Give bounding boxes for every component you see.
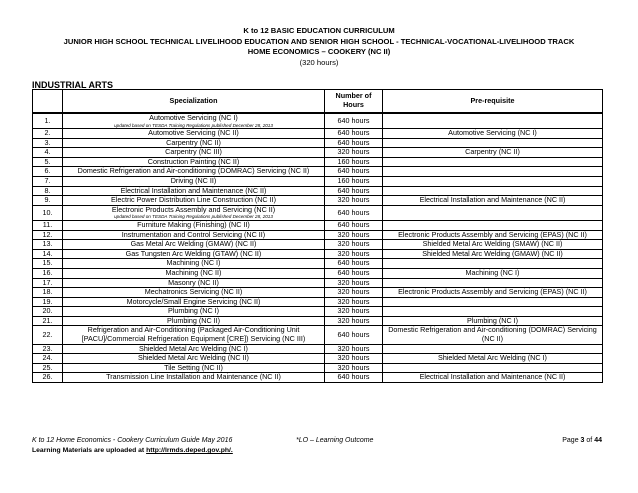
specialization-cell: [63, 148, 325, 158]
specialization-name: Electric Power Distribution Line Construction (NC II): [111, 195, 276, 205]
specialization-cell: [63, 316, 325, 326]
header-line-1: K to 12 BASIC EDUCATION CURRICULUM: [243, 26, 395, 35]
specialization-name: Carpentry (NC III): [165, 147, 222, 157]
hours-cell: 640 hours: [325, 220, 383, 230]
document-header: [0, 26, 638, 68]
prerequisite-cell: [383, 157, 603, 167]
hours-cell: 320 hours: [325, 344, 383, 354]
specialization-cell: [63, 177, 325, 187]
table-row: [33, 167, 603, 177]
prerequisite-cell: [383, 363, 603, 373]
hours-cell: 320 hours: [325, 249, 383, 259]
table-row: [33, 205, 603, 220]
specialization-cell: [63, 307, 325, 317]
specialization-name: Electronic Products Assembly and Servicing (NC II): [111, 205, 276, 214]
specialization-name: Construction Painting (NC II): [147, 157, 240, 166]
section-title: INDUSTRIAL ARTS: [32, 80, 113, 90]
specialization-name: Electrical Installation and Maintenance (NC II): [120, 186, 267, 195]
column-header-number: [33, 90, 63, 114]
specialization-cell: [63, 326, 325, 344]
specialization-cell: [63, 240, 325, 250]
hours-cell: 320 hours: [325, 297, 383, 307]
specialization-cell: [63, 259, 325, 269]
row-number: 23.: [33, 344, 63, 354]
table-row: [33, 157, 603, 167]
row-number: 17.: [33, 278, 63, 288]
specialization-name: Tile Setting (NC II): [164, 363, 223, 372]
header-hours: (320 hours): [299, 57, 339, 67]
specialization-name: Shielded Metal Arc Welding (NC I): [139, 344, 248, 353]
specialization-cell: [63, 288, 325, 298]
prerequisite-cell: Electronic Products Assembly and Servicing (EPAS) (NC II): [383, 288, 603, 298]
table-row: [33, 373, 603, 383]
specialization-name: Carpentry (NC II): [166, 138, 221, 147]
row-number: 4.: [33, 148, 63, 158]
row-number: 15.: [33, 259, 63, 269]
prerequisite-cell: Shielded Metal Arc Welding (GMAW) (NC II): [383, 249, 603, 259]
specialization-name: Motorcycle/Small Engine Servicing (NC II): [126, 297, 261, 306]
specialization-cell: [63, 205, 325, 220]
row-number: 14.: [33, 249, 63, 259]
specialization-cell: [63, 268, 325, 278]
prerequisite-cell: [383, 205, 603, 220]
row-number: 2.: [33, 129, 63, 139]
row-number: 3.: [33, 138, 63, 148]
table-row: [33, 186, 603, 196]
hours-cell: 320 hours: [325, 354, 383, 364]
specialization-name: Plumbing (NC II): [166, 316, 221, 325]
specialization-cell: [63, 220, 325, 230]
table-row: [33, 177, 603, 187]
specialization-cell: [63, 186, 325, 196]
prerequisite-cell: [383, 278, 603, 288]
prerequisite-cell: [383, 344, 603, 354]
specialization-cell: [63, 138, 325, 148]
column-header-prerequisite: Pre-requisite: [383, 90, 603, 114]
prerequisite-cell: [383, 138, 603, 148]
hours-cell: 640 hours: [325, 205, 383, 220]
row-number: 6.: [33, 167, 63, 177]
table-row: [33, 316, 603, 326]
specialization-cell: [63, 157, 325, 167]
prerequisite-cell: [383, 297, 603, 307]
row-number: 7.: [33, 177, 63, 187]
specialization-name: Automotive Servicing (NC I): [149, 113, 238, 122]
specialization-cell: [63, 249, 325, 259]
hours-cell: 640 hours: [325, 268, 383, 278]
prerequisite-cell: Plumbing (NC I): [383, 316, 603, 326]
hours-cell: 320 hours: [325, 196, 383, 206]
row-number: 11.: [33, 220, 63, 230]
specialization-name: Driving (NC II): [170, 176, 217, 186]
table-row: [33, 297, 603, 307]
prerequisite-cell: [383, 113, 603, 129]
table-row: [33, 307, 603, 317]
header-line-2: JUNIOR HIGH SCHOOL TECHNICAL LIVELIHOOD EDUCATION AND SENIOR HIGH SCHOOL - TECHNICAL-VOCATIONAL-LIVELIHOOD TRACK: [63, 36, 575, 46]
prerequisite-cell: Automotive Servicing (NC I): [383, 129, 603, 139]
specialization-name: Masonry (NC II): [168, 278, 219, 287]
prerequisite-cell: Shielded Metal Arc Welding (SMAW) (NC II): [383, 240, 603, 250]
hours-cell: 640 hours: [325, 129, 383, 139]
specialization-name: Gas Tungsten Arc Welding (GTAW) (NC II): [125, 249, 262, 258]
hours-cell: 640 hours: [325, 186, 383, 196]
row-number: 1.: [33, 113, 63, 129]
specialization-note: updated based on TESDA Training Regulations published December 28, 2013: [114, 214, 273, 220]
hours-cell: 320 hours: [325, 148, 383, 158]
specialization-name: Transmission Line Installation and Maintenance (NC II): [106, 372, 281, 382]
row-number: 13.: [33, 240, 63, 250]
table-row: [33, 344, 603, 354]
hours-cell: 320 hours: [325, 316, 383, 326]
prerequisite-cell: [383, 167, 603, 177]
specialization-note: updated based on TESDA Training Regulations published December 28, 2013: [114, 122, 273, 128]
row-number: 19.: [33, 297, 63, 307]
footer-lo-note: *LO – Learning Outcome: [296, 437, 374, 444]
hours-cell: 640 hours: [325, 113, 383, 129]
prerequisite-cell: Machining (NC I): [383, 268, 603, 278]
specialization-name: Machining (NC I): [166, 258, 221, 268]
prerequisite-cell: Domestic Refrigeration and Air-conditioning (DOMRAC) Servicing (NC II): [383, 326, 603, 344]
table-row: [33, 196, 603, 206]
specialization-name: Plumbing (NC I): [167, 306, 220, 316]
hours-cell: 320 hours: [325, 307, 383, 317]
specialization-name: Machining (NC II): [165, 268, 222, 277]
hours-cell: 320 hours: [325, 363, 383, 373]
specialization-cell: [63, 113, 325, 129]
row-number: 9.: [33, 196, 63, 206]
hours-cell: 160 hours: [325, 177, 383, 187]
table-row: [33, 354, 603, 364]
specialization-name: Mechatronics Servicing (NC II): [144, 287, 243, 297]
specialization-cell: [63, 129, 325, 139]
header-line-3: HOME ECONOMICS – COOKERY (NC II): [247, 47, 391, 56]
prerequisite-cell: Electronic Products Assembly and Servicing (EPAS) (NC II): [383, 230, 603, 240]
prerequisite-cell: Electrical Installation and Maintenance (NC II): [383, 373, 603, 383]
table-row: [33, 326, 603, 344]
specialization-name: Refrigeration and Air-Conditioning (Packaged Air-Conditioning Unit [PACU]/Commercial Refrigeration Equipment [CRE]) Servicing (NC III): [81, 325, 306, 344]
specialization-name: Shielded Metal Arc Welding (NC II): [138, 353, 249, 363]
column-header-specialization: Specialization: [63, 90, 325, 114]
table-row: [33, 129, 603, 139]
specialization-cell: [63, 196, 325, 206]
table-row: [33, 259, 603, 269]
specialization-cell: [63, 354, 325, 364]
prerequisite-cell: Carpentry (NC II): [383, 148, 603, 158]
specialization-cell: [63, 297, 325, 307]
column-header-hours: Number of Hours: [325, 90, 383, 114]
specialization-cell: [63, 230, 325, 240]
prerequisite-cell: [383, 186, 603, 196]
prerequisite-cell: Shielded Metal Arc Welding (NC I): [383, 354, 603, 364]
prerequisite-cell: Electrical Installation and Maintenance (NC II): [383, 196, 603, 206]
table-row: [33, 148, 603, 158]
table-row: [33, 113, 603, 129]
row-number: 24.: [33, 354, 63, 364]
table-row: [33, 240, 603, 250]
table-row: [33, 288, 603, 298]
row-number: 8.: [33, 186, 63, 196]
hours-cell: 320 hours: [325, 240, 383, 250]
footer-uploaded-note: Learning Materials are uploaded at http://lrmds.deped.gov.ph/.: [32, 447, 233, 454]
hours-cell: 160 hours: [325, 157, 383, 167]
row-number: 18.: [33, 288, 63, 298]
table-row: [33, 138, 603, 148]
prerequisite-cell: [383, 177, 603, 187]
specialization-cell: [63, 167, 325, 177]
table-body: [33, 113, 603, 383]
lrmds-link[interactable]: http://lrmds.deped.gov.ph/.: [146, 447, 233, 454]
row-number: 21.: [33, 316, 63, 326]
row-number: 12.: [33, 230, 63, 240]
table-row: [33, 278, 603, 288]
table-row: [33, 220, 603, 230]
row-number: 10.: [33, 205, 63, 220]
prerequisite-cell: [383, 307, 603, 317]
row-number: 16.: [33, 268, 63, 278]
specialization-name: Furniture Making (Finishing) (NC II): [137, 220, 250, 229]
hours-cell: 640 hours: [325, 138, 383, 148]
specialization-cell: [63, 363, 325, 373]
specialization-name: Gas Metal Arc Welding (GMAW) (NC II): [130, 239, 257, 249]
specialization-cell: [63, 344, 325, 354]
table-row: [33, 268, 603, 278]
table-row: [33, 230, 603, 240]
row-number: 26.: [33, 373, 63, 383]
hours-cell: 640 hours: [325, 259, 383, 269]
table-header-row: [33, 90, 603, 114]
row-number: 5.: [33, 157, 63, 167]
footer-page-number: Page 3 of 44: [562, 437, 602, 444]
hours-cell: 640 hours: [325, 373, 383, 383]
hours-cell: 320 hours: [325, 230, 383, 240]
table-row: [33, 363, 603, 373]
specialization-table: [32, 89, 603, 383]
row-number: 20.: [33, 307, 63, 317]
prerequisite-cell: [383, 259, 603, 269]
specialization-cell: [63, 373, 325, 383]
row-number: 22.: [33, 326, 63, 344]
table-row: [33, 249, 603, 259]
page-footer: [32, 437, 602, 461]
hours-cell: 640 hours: [325, 326, 383, 344]
specialization-name: Instrumentation and Control Servicing (NC II): [121, 230, 266, 239]
specialization-name: Automotive Servicing (NC II): [148, 128, 239, 138]
hours-cell: 320 hours: [325, 288, 383, 298]
footer-guide-title: K to 12 Home Economics - Cookery Curriculum Guide May 2016: [32, 437, 233, 444]
row-number: 25.: [33, 363, 63, 373]
hours-cell: 320 hours: [325, 278, 383, 288]
specialization-name: Domestic Refrigeration and Air-conditioning (DOMRAC) Servicing (NC II): [77, 166, 310, 176]
prerequisite-cell: [383, 220, 603, 230]
specialization-cell: [63, 278, 325, 288]
hours-cell: 640 hours: [325, 167, 383, 177]
